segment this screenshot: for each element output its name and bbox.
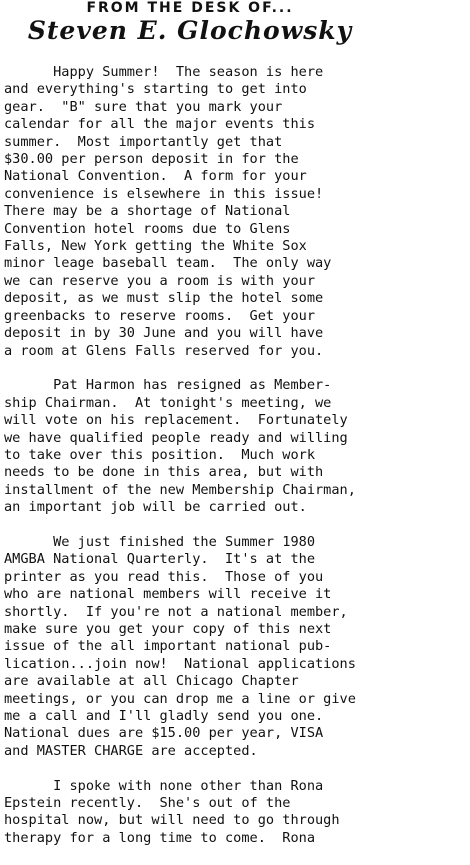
- text-line: Pat Harmon has resigned as Member-: [4, 377, 332, 394]
- text-line: convenience is elsewhere in this issue!: [4, 185, 324, 202]
- text-line: we can reserve you a room is with your: [4, 272, 315, 289]
- text-line: AMGBA National Quarterly. It's at the: [4, 551, 315, 568]
- text-line: lication...join now! National applications: [4, 655, 356, 672]
- text-line: needs to be done in this area, but with: [4, 464, 324, 481]
- text-line: hospital now, but will need to go through: [4, 812, 340, 829]
- text-line: $30.00 per person deposit in for the: [4, 151, 299, 168]
- text-line: There may be a shortage of National: [4, 203, 291, 220]
- text-line: minor leage baseball team. The only way: [4, 255, 332, 272]
- author-name-heading: Steven E. Glochowsky: [27, 16, 353, 45]
- text-line: printer as you read this. Those of you: [4, 568, 324, 585]
- text-line: a room at Glens Falls reserved for you.: [4, 342, 324, 359]
- letter-body: [4, 64, 466, 865]
- text-line: deposit, as we must slip the hotel some: [4, 290, 324, 307]
- text-line: me a call and I'll gladly send you one.: [4, 708, 324, 724]
- text-line: National dues are $15.00 per year, VISA: [4, 725, 324, 742]
- text-line: summer. Most importantly get that: [4, 133, 283, 150]
- text-line: issue of the all important national pub-: [4, 638, 332, 655]
- text-line: and MASTER CHARGE are accepted.: [4, 742, 258, 759]
- text-line: are available at all Chicago Chapter: [4, 673, 299, 690]
- text-line: Epstein recently. She's out of the: [4, 795, 291, 812]
- paragraph-membership: [4, 377, 466, 516]
- paragraph-rona: [4, 778, 466, 848]
- text-line: and everything's starting to get into: [4, 81, 307, 98]
- paragraph-quarterly: [4, 534, 466, 760]
- text-line: gear. "B" sure that you mark your: [4, 98, 283, 115]
- text-line: to take over this position. Much work: [4, 446, 315, 463]
- text-line: an important job will be carried out.: [4, 499, 307, 516]
- paragraph-convention: [4, 64, 466, 360]
- text-line: shortly. If you're not a national member,: [4, 603, 348, 620]
- text-line: ship Chairman. At tonight's meeting, we: [4, 394, 332, 411]
- text-line: will vote on his replacement. Fortunately: [4, 412, 348, 429]
- text-line: installment of the new Membership Chairman,: [4, 481, 356, 498]
- text-line: greenbacks to reserve rooms. Get your: [4, 307, 315, 324]
- text-line: calendar for all the major events this: [4, 116, 315, 133]
- text-line: I spoke with none other than Rona: [4, 777, 324, 794]
- text-line: We just finished the Summer 1980: [4, 533, 315, 550]
- text-line: make sure you get your copy of this next: [4, 620, 332, 637]
- text-line: Happy Summer! The season is here: [4, 64, 324, 80]
- from-the-desk-heading: FROM THE DESK OF...: [86, 0, 294, 16]
- text-line: therapy for a long time to come. Rona: [4, 829, 315, 846]
- text-line: Convention hotel rooms due to Glens: [4, 220, 291, 237]
- text-line: who are national members will receive it: [4, 586, 332, 603]
- text-line: we have qualified people ready and willing: [4, 429, 348, 446]
- text-line: deposit in by 30 June and you will have: [4, 325, 324, 342]
- text-line: Falls, New York getting the White Sox: [4, 238, 307, 255]
- text-line: meetings, or you can drop me a line or give: [4, 690, 356, 707]
- text-line: National Convention. A form for your: [4, 168, 307, 185]
